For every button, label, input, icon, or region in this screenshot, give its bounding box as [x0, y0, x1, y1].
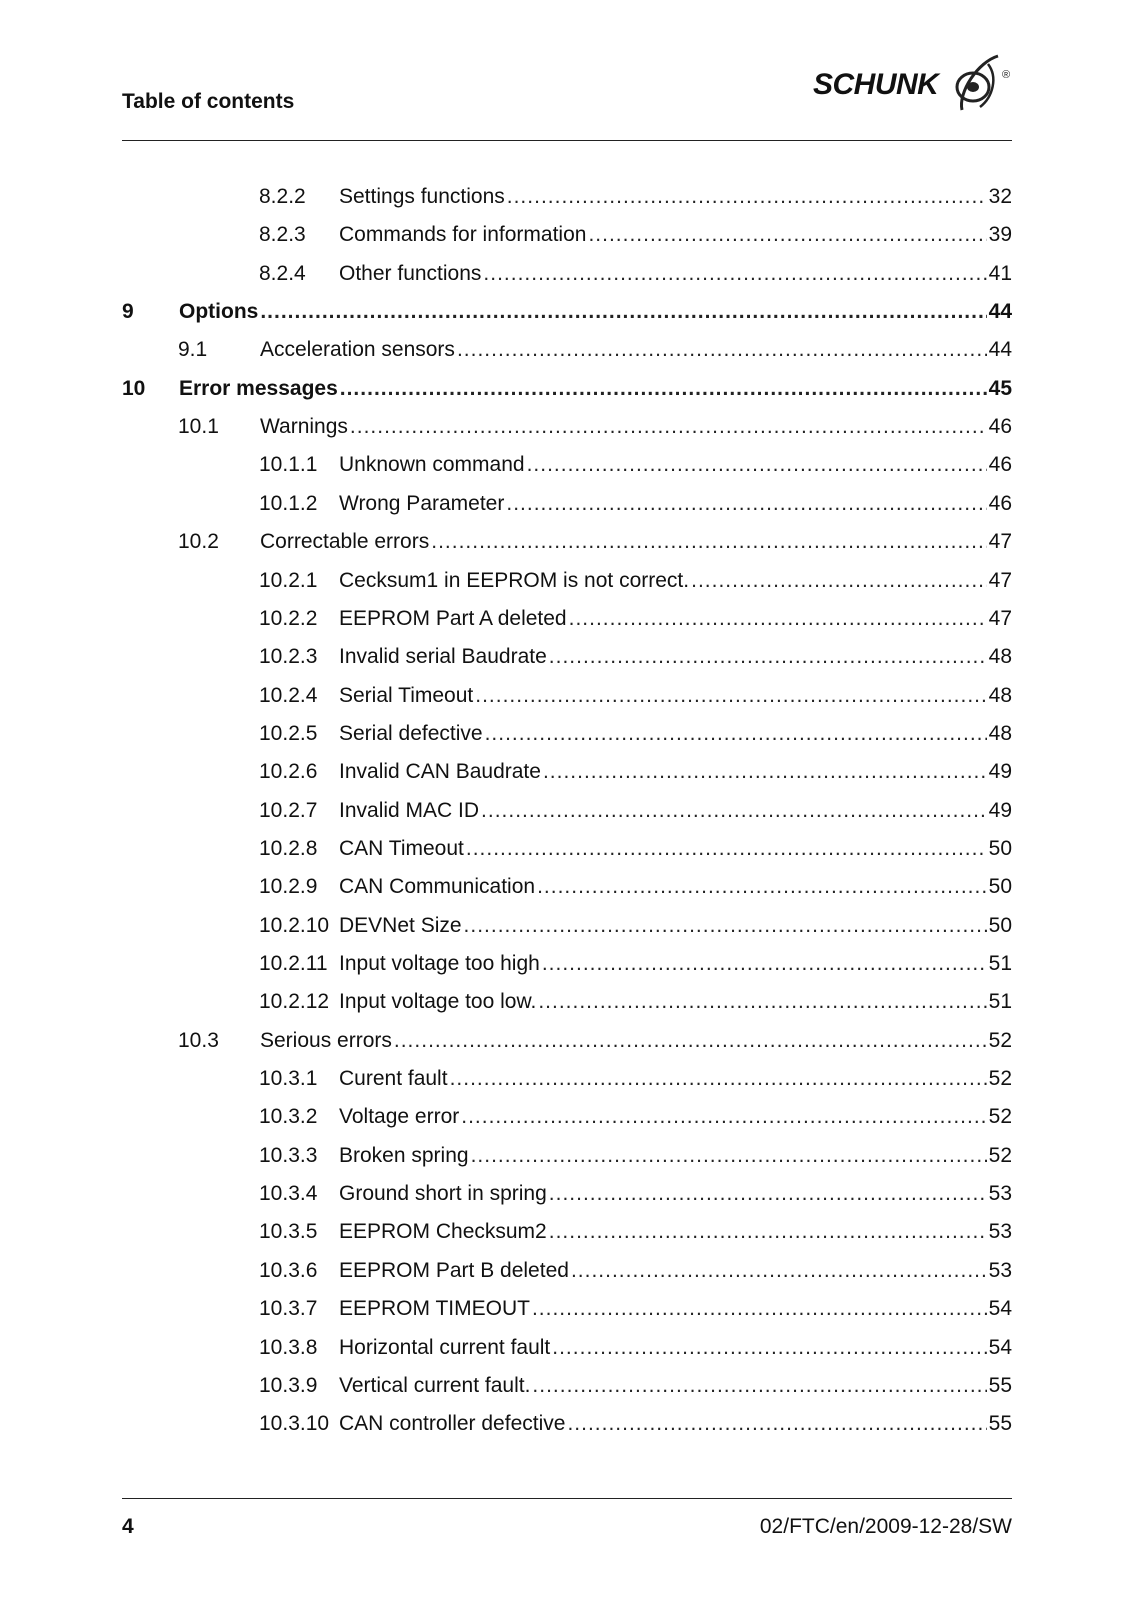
toc-dot-leader — [549, 1217, 987, 1247]
toc-entry-number: 10.3.1 — [259, 1067, 318, 1090]
toc-entry-number: 10.2.9 — [259, 875, 318, 898]
toc-entry[interactable] — [178, 527, 1012, 557]
toc-entry-number: 9.1 — [178, 338, 208, 361]
toc-entry-title: Input voltage too high — [339, 952, 540, 975]
toc-entry[interactable] — [259, 796, 1012, 826]
toc-entry[interactable] — [259, 566, 1012, 596]
toc-entry-number: 10.2.7 — [259, 799, 318, 822]
toc-entry-number: 10.1.1 — [259, 453, 318, 476]
toc-entry[interactable] — [259, 259, 1012, 289]
toc-entry-page: 44 — [988, 338, 1012, 361]
toc-entry-page: 44 — [988, 300, 1012, 323]
toc-entry-number: 10.2.1 — [259, 569, 318, 592]
toc-entry[interactable] — [259, 1179, 1012, 1209]
toc-entry-title: CAN Timeout — [339, 837, 464, 860]
toc-entry-page: 46 — [988, 415, 1012, 438]
toc-entry-page: 51 — [988, 990, 1012, 1013]
toc-entry[interactable] — [259, 1217, 1012, 1247]
toc-entry[interactable] — [259, 1294, 1012, 1324]
toc-entry-number: 10.2.12 — [259, 990, 330, 1013]
toc-entry-title: Voltage error — [339, 1105, 460, 1128]
toc-entry-page: 47 — [988, 530, 1012, 553]
toc-dot-leader — [532, 1294, 987, 1324]
toc-entry[interactable] — [259, 834, 1012, 864]
toc-entry[interactable] — [259, 911, 1012, 941]
toc-dot-leader — [466, 834, 987, 864]
toc-entry-page: 48 — [988, 645, 1012, 668]
toc-entry-number: 10.3.10 — [259, 1412, 330, 1435]
toc-dot-leader — [475, 681, 986, 711]
toc-entry-title: CAN controller defective — [339, 1412, 566, 1435]
toc-dot-leader — [457, 335, 987, 365]
toc-entry-number: 10.2.6 — [259, 760, 318, 783]
logo-gripper-icon — [948, 52, 1018, 114]
toc-dot-leader — [431, 527, 986, 557]
toc-entry-number: 8.2.3 — [259, 223, 306, 246]
toc-entry[interactable] — [259, 757, 1012, 787]
toc-dot-leader — [538, 987, 986, 1017]
toc-entry[interactable] — [259, 1256, 1012, 1286]
toc-entry-title: Invalid MAC ID — [339, 799, 480, 822]
toc-entry-title: Warnings — [260, 415, 348, 438]
toc-entry-page: 52 — [988, 1067, 1012, 1090]
toc-entry-title: Horizontal current fault — [339, 1336, 551, 1359]
toc-entry[interactable] — [259, 1064, 1012, 1094]
page-header-title: Table of contents — [122, 90, 295, 113]
toc-entry[interactable] — [122, 374, 1012, 404]
toc-entry-number: 10.2 — [178, 530, 219, 553]
toc-entry-title: Broken spring — [339, 1144, 469, 1167]
toc-entry[interactable] — [259, 1141, 1012, 1171]
toc-entry-number: 10.2.5 — [259, 722, 318, 745]
toc-dot-leader — [461, 1102, 986, 1132]
toc-entry-page: 53 — [988, 1259, 1012, 1282]
toc-entry-title: Commands for information — [339, 223, 587, 246]
toc-entry-number: 10.2.11 — [259, 952, 328, 975]
toc-entry-title: Correctable errors — [260, 530, 430, 553]
toc-entry-number: 10.3.9 — [259, 1374, 318, 1397]
toc-entry-number: 10.3.5 — [259, 1220, 318, 1243]
toc-entry-title: Cecksum1 in EEPROM is not correct. — [339, 569, 690, 592]
toc-entry[interactable] — [259, 1409, 1012, 1439]
toc-entry-number: 8.2.2 — [259, 185, 306, 208]
toc-entry-number: 10.1.2 — [259, 492, 318, 515]
toc-entry-title: Invalid CAN Baudrate — [339, 760, 541, 783]
toc-entry-page: 50 — [988, 837, 1012, 860]
toc-entry-page: 49 — [988, 760, 1012, 783]
toc-entry-page: 32 — [988, 185, 1012, 208]
toc-entry[interactable] — [259, 719, 1012, 749]
toc-entry-title: Input voltage too low. — [339, 990, 537, 1013]
toc-entry-number: 10.2.2 — [259, 607, 318, 630]
toc-entry-number: 10.3.4 — [259, 1182, 318, 1205]
toc-entry-number: 10.3.2 — [259, 1105, 318, 1128]
toc-entry-title: Options — [179, 300, 259, 323]
toc-dot-leader — [569, 604, 987, 634]
toc-dot-leader — [350, 412, 987, 442]
toc-entry-page: 49 — [988, 799, 1012, 822]
toc-entry-title: Other functions — [339, 262, 482, 285]
toc-dot-leader — [483, 259, 986, 289]
toc-entry-number: 10 — [122, 377, 146, 400]
footer-document-id: 02/FTC/en/2009-12-28/SW — [759, 1515, 1012, 1538]
toc-entry[interactable] — [259, 681, 1012, 711]
toc-entry-number: 10.1 — [178, 415, 219, 438]
toc-entry-title: Serial defective — [339, 722, 483, 745]
toc-dot-leader — [485, 719, 987, 749]
toc-entry-page: 46 — [988, 453, 1012, 476]
toc-dot-leader — [588, 220, 986, 250]
toc-entry-title: Settings functions — [339, 185, 505, 208]
toc-entry-number: 10.3.3 — [259, 1144, 318, 1167]
toc-entry[interactable] — [259, 872, 1012, 902]
toc-entry-number: 10.2.4 — [259, 684, 318, 707]
toc-entry-number: 10.2.10 — [259, 914, 330, 937]
toc-entry[interactable] — [178, 335, 1012, 365]
toc-dot-leader — [543, 757, 987, 787]
toc-entry-title: Invalid serial Baudrate — [339, 645, 547, 668]
toc-entry-page: 53 — [988, 1220, 1012, 1243]
toc-entry-number: 10.3.6 — [259, 1259, 318, 1282]
toc-entry-title: Error messages — [179, 377, 338, 400]
toc-dot-leader — [340, 374, 987, 404]
toc-entry-page: 53 — [988, 1182, 1012, 1205]
toc-entry-page: 52 — [988, 1105, 1012, 1128]
toc-entry-page: 51 — [988, 952, 1012, 975]
toc-dot-leader — [691, 566, 987, 596]
toc-entry[interactable] — [259, 987, 1012, 1017]
toc-entry[interactable] — [259, 489, 1012, 519]
toc-entry[interactable] — [259, 182, 1012, 212]
toc-entry-page: 47 — [988, 607, 1012, 630]
registered-mark: ® — [1002, 69, 1011, 81]
toc-entry[interactable] — [259, 949, 1012, 979]
toc-dot-leader — [571, 1256, 987, 1286]
toc-entry-title: EEPROM Part A deleted — [339, 607, 567, 630]
toc-entry-page: 45 — [988, 377, 1012, 400]
toc-entry-number: 8.2.4 — [259, 262, 306, 285]
toc-entry-title: Unknown command — [339, 453, 525, 476]
toc-dot-leader — [542, 949, 987, 979]
toc-entry[interactable] — [259, 1371, 1012, 1401]
toc-entry-title: EEPROM TIMEOUT — [339, 1297, 530, 1320]
toc-dot-leader — [552, 1333, 986, 1363]
toc-entry-title: CAN Communication — [339, 875, 536, 898]
toc-entry-title: Wrong Parameter — [339, 492, 505, 515]
toc-entry-page: 48 — [988, 722, 1012, 745]
toc-entry[interactable] — [178, 1026, 1012, 1056]
toc-dot-leader — [481, 796, 987, 826]
toc-entry-title: EEPROM Checksum2 — [339, 1220, 547, 1243]
toc-entry-title: Curent fault — [339, 1067, 448, 1090]
toc-entry-page: 39 — [988, 223, 1012, 246]
toc-entry-number: 10.3.7 — [259, 1297, 318, 1320]
toc-dot-leader — [549, 1179, 987, 1209]
toc-entry-title: Ground short in spring — [339, 1182, 547, 1205]
toc-entry-page: 47 — [988, 569, 1012, 592]
toc-entry[interactable] — [259, 1102, 1012, 1132]
toc-entry[interactable] — [259, 604, 1012, 634]
toc-entry-page: 50 — [988, 875, 1012, 898]
toc-entry[interactable] — [259, 220, 1012, 250]
logo-text: SCHUNK — [813, 68, 939, 101]
toc-entry-page: 54 — [988, 1336, 1012, 1359]
toc-entry-number: 10.3 — [178, 1029, 219, 1052]
toc-entry[interactable] — [178, 412, 1012, 442]
toc-entry-number: 10.2.3 — [259, 645, 318, 668]
toc-dot-leader — [527, 450, 987, 480]
toc-dot-leader — [471, 1141, 987, 1171]
schunk-logo — [813, 52, 1018, 114]
header-divider — [122, 140, 1012, 141]
toc-entry[interactable] — [259, 1333, 1012, 1363]
toc-entry-title: EEPROM Part B deleted — [339, 1259, 569, 1282]
toc-entry-title: Vertical current fault. — [339, 1374, 531, 1397]
footer-page-number: 4 — [122, 1515, 134, 1538]
toc-entry-title: Serial Timeout — [339, 684, 474, 707]
toc-entry[interactable] — [259, 642, 1012, 672]
toc-dot-leader — [532, 1371, 986, 1401]
toc-dot-leader — [567, 1409, 986, 1439]
toc-entry-page: 54 — [988, 1297, 1012, 1320]
toc-entry-number: 9 — [122, 300, 134, 323]
toc-dot-leader — [537, 872, 987, 902]
toc-entry-number: 10.2.8 — [259, 837, 318, 860]
footer-divider — [122, 1498, 1012, 1499]
toc-entry-page: 41 — [988, 262, 1012, 285]
toc-entry-title: DEVNet Size — [339, 914, 462, 937]
toc-entry[interactable] — [259, 450, 1012, 480]
toc-entry-number: 10.3.8 — [259, 1336, 318, 1359]
toc-dot-leader — [506, 489, 986, 519]
toc-entry-page: 52 — [988, 1144, 1012, 1167]
toc-entry-page: 48 — [988, 684, 1012, 707]
toc-dot-leader — [549, 642, 987, 672]
toc-entry-page: 50 — [988, 914, 1012, 937]
toc-dot-leader — [507, 182, 987, 212]
toc-entry-title: Serious errors — [260, 1029, 392, 1052]
toc-entry[interactable] — [122, 297, 1012, 327]
toc-dot-leader — [394, 1026, 987, 1056]
toc-entry-page: 55 — [988, 1374, 1012, 1397]
toc-entry-page: 52 — [988, 1029, 1012, 1052]
toc-dot-leader — [260, 297, 986, 327]
toc-entry-title: Acceleration sensors — [260, 338, 455, 361]
toc-dot-leader — [464, 911, 987, 941]
toc-entry-page: 55 — [988, 1412, 1012, 1435]
toc-dot-leader — [450, 1064, 987, 1094]
toc-entry-page: 46 — [988, 492, 1012, 515]
